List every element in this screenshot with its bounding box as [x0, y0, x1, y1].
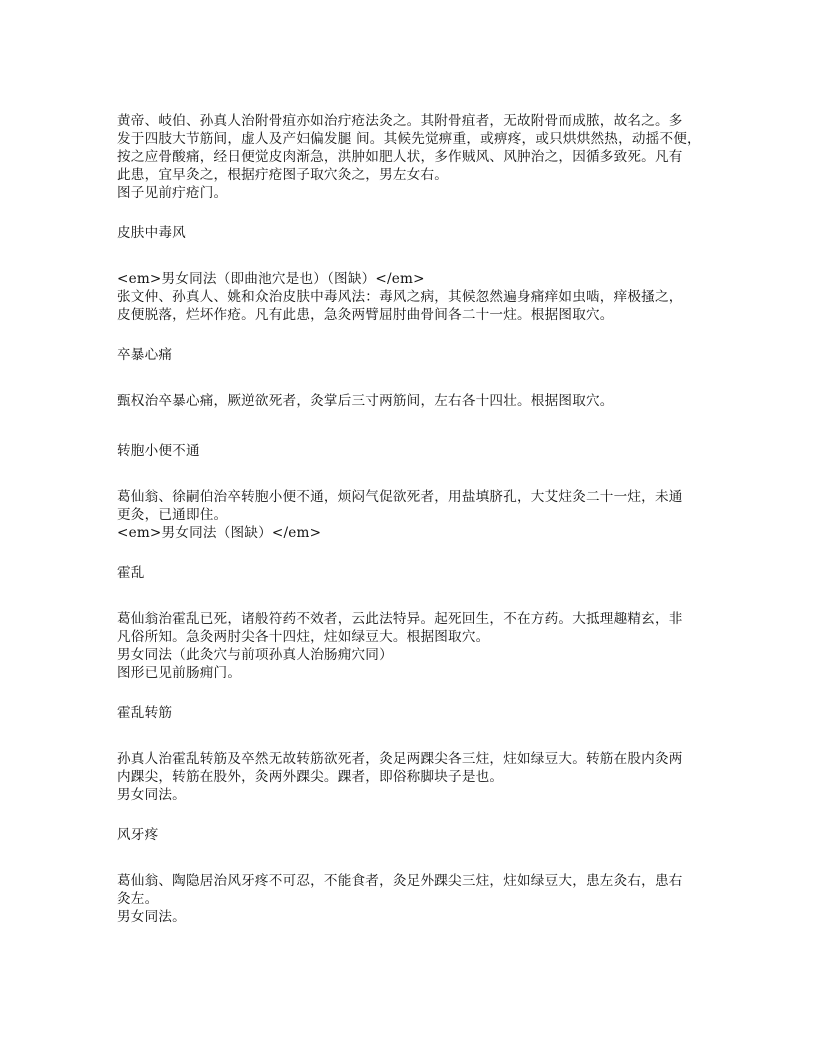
paragraph-line: 更灸，已通即住。 — [117, 507, 228, 523]
section-heading: 转胞小便不通 — [117, 443, 200, 459]
paragraph-line: 男女同法（此灸穴与前项孙真人治肠痈穴同） — [117, 647, 393, 663]
section-heading: 风牙疼 — [117, 827, 159, 843]
section-heading: 卒暴心痛 — [117, 347, 173, 363]
paragraph-line: 葛仙翁、徐嗣伯治卒转胞小便不通，烦闷气促欲死者，用盐填脐孔，大艾炷灸二十一炷，未通 — [117, 489, 683, 505]
section-heading: 霍乱转筋 — [117, 705, 173, 721]
paragraph-line: 图子见前疔疮门。 — [117, 185, 228, 201]
paragraph-line: 葛仙翁治霍乱已死，诸般符药不效者，云此法特异。起死回生，不在方药。大抵理趣精玄，非 — [117, 611, 683, 627]
paragraph-line: 孙真人治霍乱转筋及卒然无故转筋欲死者，灸足两踝尖各三炷，炷如绿豆大。转筋在股内灸两 — [117, 751, 683, 767]
paragraph-line: 图形已见前肠痈门。 — [117, 665, 242, 681]
paragraph-line: 男女同法。 — [117, 787, 186, 803]
paragraph-line: 此患，宜早灸之，根据疔疮图子取穴灸之，男左女右。 — [117, 167, 449, 183]
paragraph-line: 葛仙翁、陶隐居治风牙疼不可忍，不能食者，灸足外踝尖三炷，炷如绿豆大，患左灸右，患右 — [117, 873, 683, 889]
paragraph-line: <em>男女同法（即曲池穴是也）（图缺）</em> — [117, 271, 425, 287]
paragraph-line: 皮便脱落，烂坏作疮。凡有此患，急灸两臂屈肘曲骨间各二十一炷。根据图取穴。 — [117, 307, 614, 323]
section-heading: 霍乱 — [117, 565, 145, 581]
paragraph-line: 张文仲、孙真人、姚和众治皮肤中毒风法：毒风之病，其候忽然遍身痛痒如虫啮，痒极搔之， — [117, 289, 683, 305]
paragraph-line: 甄权治卒暴心痛，厥逆欲死者，灸掌后三寸两筋间，左右各十四壮。根据图取穴。 — [117, 393, 614, 409]
paragraph-line: 男女同法。 — [117, 909, 186, 925]
paragraph-line: 发于四肢大节筋间，虚人及产妇偏发腿 间。其候先觉痹重，或痹疼，或只烘烘然热，动摇不便， — [117, 131, 701, 147]
paragraph-line: 黄帝、岐伯、孙真人治附骨疽亦如治疔疮法灸之。其附骨疽者，无故附骨而成脓，故名之。多 — [117, 113, 683, 129]
section-heading: 皮肤中毒风 — [117, 225, 186, 241]
paragraph-line: 凡俗所知。急灸两肘尖各十四炷，炷如绿豆大。根据图取穴。 — [117, 629, 490, 645]
paragraph-line: 灸左。 — [117, 891, 159, 907]
paragraph-line: 按之应骨酸痛，经日便觉皮肉渐急，洪肿如肥人状，多作贼风、风肿治之，因循多致死。凡有 — [117, 149, 683, 165]
paragraph-line: <em>男女同法（图缺）</em> — [117, 525, 322, 541]
paragraph-line: 内踝尖，转筋在股外，灸两外踝尖。踝者，即俗称脚块子是也。 — [117, 769, 504, 785]
